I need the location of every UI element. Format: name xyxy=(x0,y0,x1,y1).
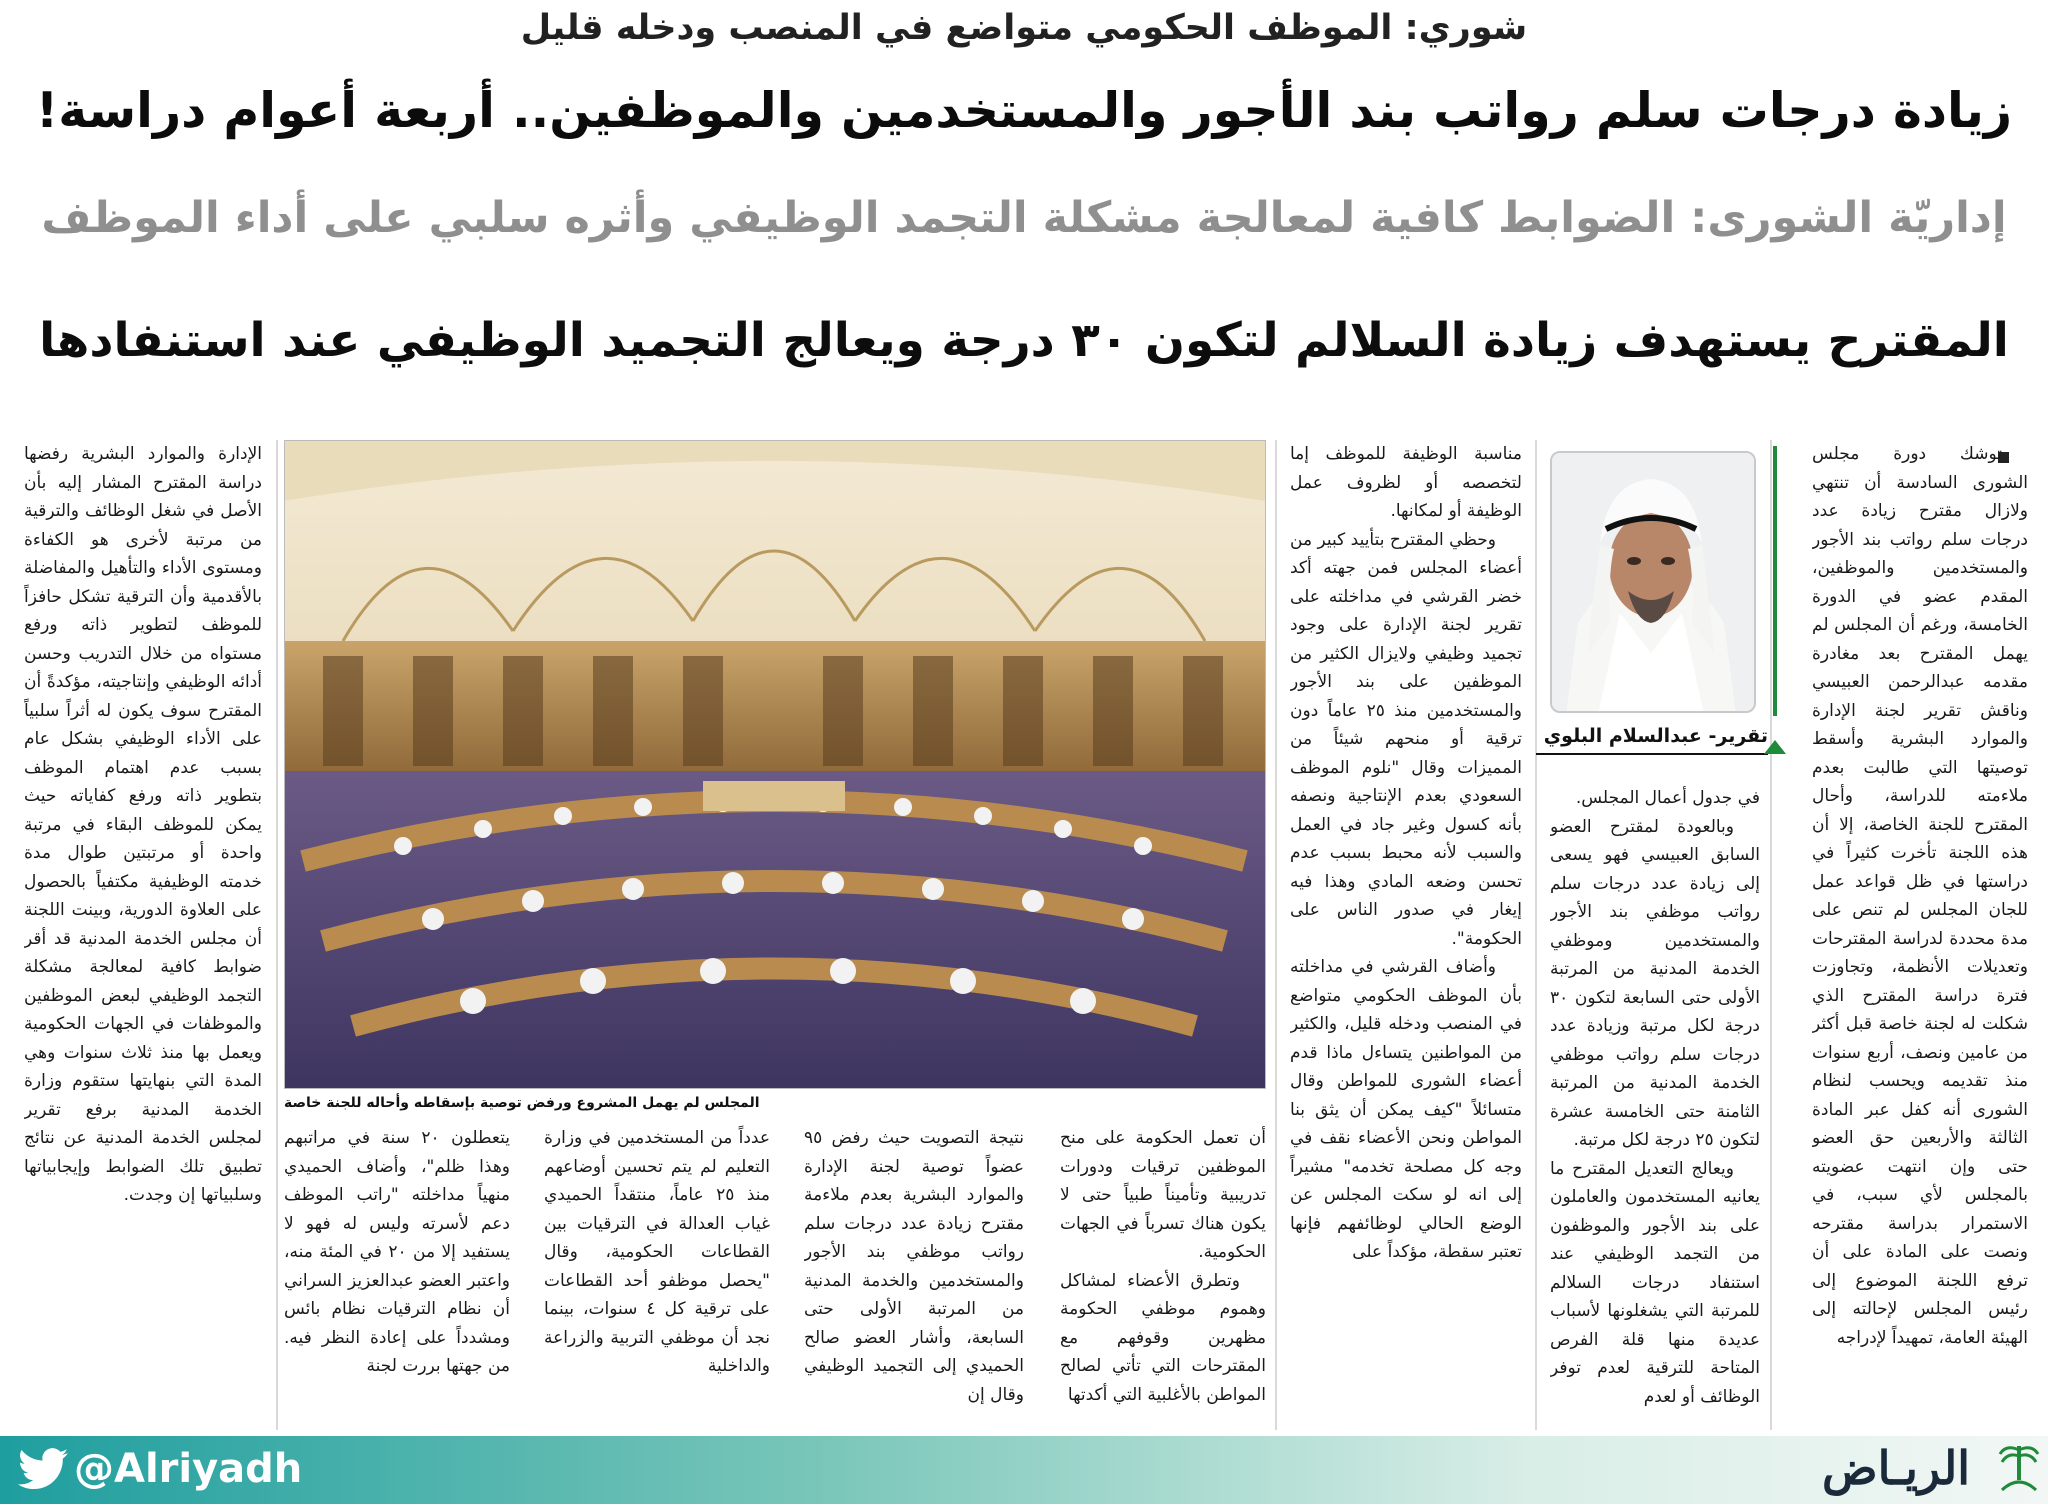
article-column-4 xyxy=(1060,1124,1266,1430)
paragraph: توشك دورة مجلس الشورى السادسة أن تنتهي ولازال مقترح زيادة عدد درجات سلم رواتب بند الأجور والمستخدمين والموظفين، المقدم عضو في الدورة الخامسة، ورغم أن المجلس لم يهمل المقترح بعد مغادرة مقدمه عبدالرحمن العبيسي وناقش تقرير لجنة الإدارة والموارد البشرية وأسقط توصيتها التي طالبت بعدم ملاءمته للدراسة، وأحال المقترح للجنة الخاصة، إلا أن هذه اللجنة تأخرت كثيراً في دراستها في ظل قواعد عمل للجان المجلس لم تنص على مدة محددة لدراسة المقترحات وتعديلات الأنظمة، وتجاوزت فترة دراسة المقترح الذي شكلت له لجنة خاصة قبل أكثر من عامين ونصف، أربع سنوات منذ تقديمه ويحسب لنظام الشورى أنه كفل عبر المادة الثالثة والأربعين حق العضو حتى وإن انتهت عضويته بالمجلس لأي سبب، في الاستمرار بدراسة مقترحه ونصت على المادة على أن ترفع اللجنة الموضوع إلى رئيس المجلس لإحالته إلى الهيئة العامة، تمهيداً لإدراجه xyxy=(1812,444,2028,1348)
paragraph: وحظي المقترح بتأييد كبير من أعضاء المجلس فمن جهته أكد خضر القرشي في مداخلته على تقرير لجنة الإدارة على وجود تجميد وظيفي ولايزال الكثير من الموظفين على بند الأجور والمستخدمين منذ ٢٥ عاماً دون ترقية أو منحهم شيئاً من المميزات وقال "نلوم الموظف السعودي بعدم الإنتاجية ونصفه بأنه كسول وغير جاد في العمل والسبب لأنه محبط بسبب عدم تحسن وضعه المادي وهذا فيه إيغار في صدور الناس على الحكومة". xyxy=(1290,529,1522,949)
column-rule xyxy=(1275,440,1277,1430)
article-column-2 xyxy=(1550,784,1760,1430)
paragraph: في جدول أعمال المجلس. xyxy=(1575,788,1760,808)
portrait-image xyxy=(1550,453,1754,713)
paragraph: ويعالج التعديل المقترح ما يعانيه المستخدمون والعاملون على بند الأجور والموظفون من التجمد الوظيفي عند استنفاد درجات السلالم للمرتبة التي يشغلونها لأسباب عديدة منها قلة الفرص المتاحة للترقية لعدم توفر الوظائف أو لعدم xyxy=(1550,1158,1760,1407)
article-column-3 xyxy=(1290,440,1522,1430)
green-triangle-icon xyxy=(1764,740,1786,754)
byline: تقرير- عبدالسلام البلوي xyxy=(1543,725,1768,747)
green-accent-bar xyxy=(1773,446,1777,716)
twitter-handle[interactable]: @Alriyadh xyxy=(74,1446,303,1492)
main-headline: زيادة درجات سلم رواتب بند الأجور والمستخدمين والموظفين.. أربعة أعوام دراسة! xyxy=(35,82,2013,139)
paragraph: أن تعمل الحكومة على منح الموظفين ترقيات ودورات تدريبية وتأميناً طبياً حتى لا يكون هناك تسرباً في الجهات الحكومية. xyxy=(1060,1128,1266,1262)
deck-headline: المقترح يستهدف زيادة السلالم لتكون ٣٠ درجة ويعالج التجميد الوظيفي عند استنفادها xyxy=(39,313,2009,368)
alriyadh-logo: الريـاض xyxy=(1822,1441,1971,1495)
paragraph: وبالعودة لمقترح العضو السابق العبيسي فهو يسعى إلى زيادة عدد درجات سلم رواتب موظفي بند الأجور والمستخدمين وموظفي الخدمة المدنية من المرتبة الأولى حتى السابعة لتكون ٣٠ درجة لكل مرتبة وزيادة عدد درجات سلم رواتب موظفي الخدمة المدنية من المرتبة الثامنة حتى الخامسة عشرة لتكون ٢٥ درجة لكل مرتبة. xyxy=(1550,816,1760,1150)
column-rule xyxy=(1770,440,1772,1430)
photo-caption: المجلس لم يهمل المشروع ورفض توصية بإسقاطه وأحاله للجنة خاصة xyxy=(284,1095,760,1111)
column-rule xyxy=(276,440,278,1430)
sub-headline: إداريّة الشورى: الضوابط كافية لمعالجة مشكلة التجمد الوظيفي وأثره سلبي على أداء الموظف xyxy=(41,193,2007,243)
article-column-7 xyxy=(284,1124,510,1430)
column-rule xyxy=(1535,440,1537,1430)
article-column-5 xyxy=(804,1124,1024,1430)
footer-bar xyxy=(0,1436,2048,1504)
article-column-8 xyxy=(24,440,262,1430)
chamber-image xyxy=(284,441,1265,1089)
twitter-bird-icon[interactable] xyxy=(18,1448,68,1490)
paragraph: نتيجة التصويت حيث رفض ٩٥ عضواً توصية لجنة الإدارة والموارد البشرية بعدم ملاءمة مقترح زيادة عدد درجات سلم رواتب موظفي بند الأجور والمستخدمين والخدمة المدنية من المرتبة الأولى حتى السابعة، وأشار العضو صالح الحميدي إلى التجميد الوظيفي وقال إن xyxy=(804,1128,1024,1405)
byline-box xyxy=(1536,719,1768,755)
kicker-headline: شوري: الموظف الحكومي متواضع في المنصب ودخله قليل xyxy=(520,8,1528,48)
paragraph: وأضاف القرشي في مداخلته بأن الموظف الحكومي متواضع في المنصب ودخله قليل، والكثير من المواطنين يتساءل ماذا قدم أعضاء الشورى للمواطن وقال متسائلاً "كيف يمكن أن يثق بنا المواطن ونحن الأعضاء نقف في وجه كل مصلحة تخدمه" مشيراً إلى انه لو سكت المجلس عن الوضع الحالي لوظائفهم فإنها تعتبر سقطة، مؤكداً على xyxy=(1290,957,1522,1262)
paragraph: عدداً من المستخدمين في وزارة التعليم لم يتم تحسين أوضاعهم منذ ٢٥ عاماً، منتقداً الحميدي غياب العدالة في الترقيات بين القطاعات الحكومية، وقال "يحصل موظفو أحد القطاعات على ترقية كل ٤ سنوات، بينما نجد أن موظفي التربية والزراعة والداخلية xyxy=(544,1128,770,1376)
paragraph: وتطرق الأعضاء لمشاكل وهموم موظفي الحكومة مظهرين وقوفهم مع المقترحات التي تأتي لصالح المواطن بالأغلبية التي أكدتها xyxy=(1060,1270,1266,1405)
palm-swords-emblem-icon xyxy=(1996,1440,2042,1496)
paragraph: الإدارة والموارد البشرية رفضها دراسة المقترح المشار إليه بأن الأصل في شغل الوظائف والترقية من مرتبة لأخرى هو الكفاءة ومستوى الأداء والتأهيل والمفاضلة بالأقدمية وأن الترقية تشكل حافزاً للموظف لتطوير ذاته ورفع مستواه من خلال التدريب وحسن أدائه الوظيفي وإنتاجيته، مؤكدةً أن المقترح سوف يكون له أثراً سلبياً على الأداء الوظيفي بشكل عام بسبب عدم اهتمام الموظف بتطوير ذاته ورفع كفاياته حيث يمكن للموظف البقاء في مرتبة واحدة أو مرتبتين طوال مدة خدمته الوظيفية مكتفياً بالحصول على العلاوة الدورية، وبينت اللجنة أن مجلس الخدمة المدنية قد أقر ضوابط كافية لمعالجة مشكلة التجمد الوظيفي لبعض الموظفين والموظفات في الجهات الحكومية ويعمل بها منذ ثلاث سنوات وهي المدة التي بنهايتها ستقوم وزارة الخدمة المدنية برفع تقرير لمجلس الخدمة المدنية عن نتائج تطبيق تلك الضوابط وإيجابياتها وسلبياتها إن وجدت. xyxy=(24,444,262,1205)
article-column-1 xyxy=(1812,440,2028,1430)
article-column-6 xyxy=(544,1124,770,1430)
paragraph: يتعطلون ٢٠ سنة في مراتبهم وهذا ظلم"، وأضاف الحميدي منهياً مداخلته "راتب الموظف دعم لأسرته وليس له فهو لا يستفيد إلا من ٢٠ في المئة منه، واعتبر العضو عبدالعزيز السراني أن نظام الترقيات نظام بائس ومشدداً على إعادة النظر فيه. من جهتها بررت لجنة xyxy=(284,1128,510,1376)
paragraph: مناسبة الوظيفة للموظف إما لتخصصه أو لظروف عمل الوظيفة أو لمكانها. xyxy=(1290,444,1522,521)
council-chamber-photo xyxy=(284,440,1266,1089)
reporter-portrait xyxy=(1550,451,1756,713)
